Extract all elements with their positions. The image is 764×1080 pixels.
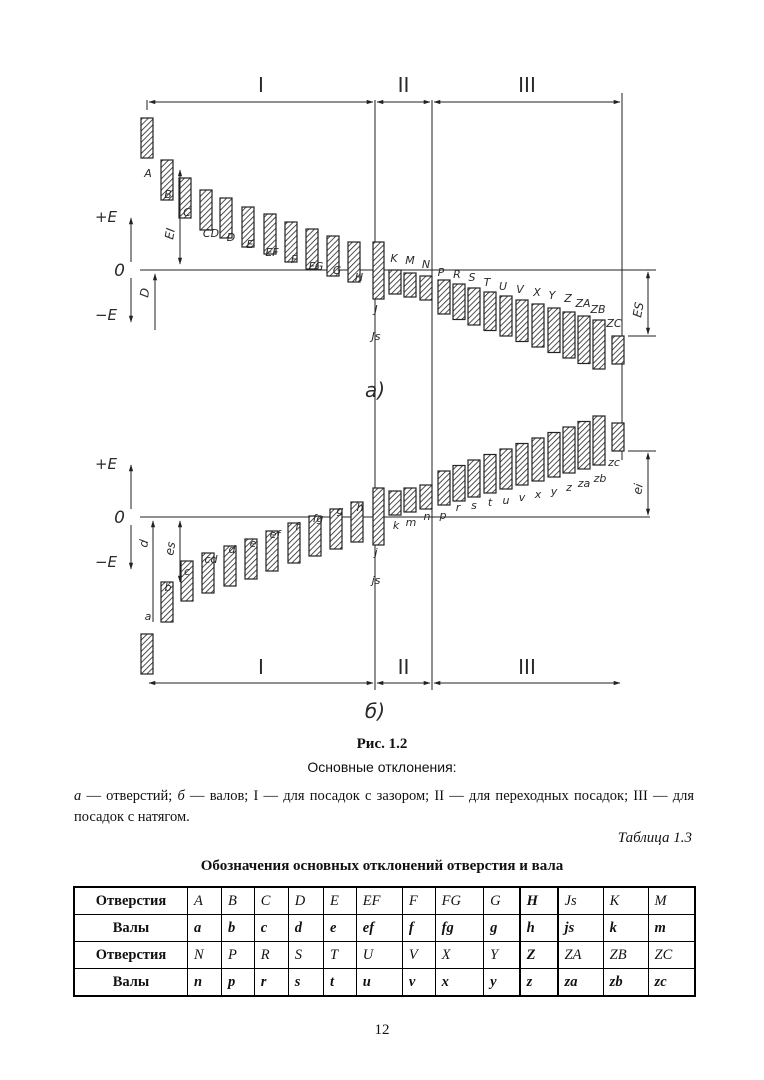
shaft-deviation-bar [578, 422, 590, 470]
shaft-letter-d: d [228, 543, 236, 556]
axis-minus-label: −E [94, 553, 117, 571]
hole-letter-EF: EF [265, 246, 279, 259]
hole-deviation-bar [438, 280, 450, 314]
figure-title: Рис. 1.2 [356, 736, 408, 752]
hole-deviation-bar [404, 273, 416, 297]
shaft-letter-p: p [439, 509, 447, 522]
table-cell: R [254, 942, 288, 969]
table-cell: T [324, 942, 357, 969]
table-cell: x [435, 969, 484, 997]
shaft-letter-y: y [550, 485, 558, 498]
figure-legend [74, 786, 694, 828]
shaft-deviation-bar [389, 491, 401, 515]
table-cell: fg [435, 915, 484, 942]
hole-letter-X: X [533, 286, 541, 299]
row-header: Отверстия [74, 887, 188, 915]
hole-letter-S: S [468, 271, 476, 284]
hole-deviation-bar [593, 320, 605, 369]
hole-letter-E: E [246, 238, 254, 251]
shaft-letter-t: t [487, 496, 493, 509]
shaft-deviation-bar [141, 634, 153, 674]
table-cell: m [648, 915, 695, 942]
table-cell: ef [356, 915, 402, 942]
table-cell: EF [356, 887, 402, 915]
hole-letter-Z: Z [564, 292, 572, 305]
zone-label-bottom: I [258, 655, 264, 679]
table-cell: u [356, 969, 402, 997]
table-cell: P [222, 942, 255, 969]
hole-letter-K: K [390, 252, 398, 265]
shaft-letter-zc: zc [608, 456, 620, 469]
hole-deviation-bar [484, 292, 496, 331]
table-cell: s [288, 969, 323, 997]
hole-letter-U: U [498, 280, 508, 293]
hole-deviation-bar [389, 270, 401, 294]
table-cell: C [254, 887, 288, 915]
shaft-letter-j: j [374, 546, 378, 559]
hole-letter-T: T [483, 276, 491, 289]
shaft-letter-a: a [144, 610, 152, 623]
hole-letter-F: F [290, 253, 298, 266]
shaft-letter-m: m [405, 516, 417, 529]
hole-letter-M: M [405, 254, 415, 267]
row-header: Отверстия [74, 942, 188, 969]
table-cell: FG [435, 887, 484, 915]
hole-letter-A: A [144, 167, 152, 180]
shaft-deviation-bar [420, 485, 432, 509]
shaft-letter-g: g [336, 504, 344, 517]
shaft-letter-u: u [502, 494, 510, 507]
hole-letter-N: N [421, 258, 431, 271]
table-cell: D [288, 887, 323, 915]
shaft-deviation-bar [500, 449, 512, 489]
shaft-letter-c: c [183, 565, 191, 578]
table-cell: js [558, 915, 604, 942]
shaft-deviation-bar [453, 466, 465, 502]
shaft-letter-za: za [577, 477, 591, 490]
shaft-deviation-bar [484, 455, 496, 494]
table-cell: g [484, 915, 520, 942]
table-cell: B [222, 887, 255, 915]
hole-deviation-bar [200, 190, 212, 230]
hole-letter-Js: Js [371, 330, 381, 343]
hole-letter-B: B [164, 188, 172, 201]
table-cell: t [324, 969, 357, 997]
axis-plus-label: +E [94, 208, 117, 226]
shaft-letter-ef: ef [269, 528, 281, 541]
hole-deviation-bar [548, 308, 560, 353]
hole-deviation-bar [373, 242, 384, 299]
table-cell: ZB [603, 942, 648, 969]
axis-plus-label: +E [94, 455, 117, 473]
shaft-letter-r: r [455, 501, 461, 514]
table-cell: V [402, 942, 435, 969]
ei-label: EI [162, 227, 178, 241]
table-cell: e [324, 915, 357, 942]
shaft-letter-zb: zb [593, 472, 607, 485]
shaft-deviation-bar [438, 471, 450, 505]
hole-letter-ZB: ZB [590, 303, 606, 316]
shaft-letter-js: js [371, 574, 381, 587]
table-title: Обозначения основных отклонений отверстия и вала [200, 858, 564, 874]
table-cell: n [188, 969, 222, 997]
hole-deviation-bar [468, 288, 480, 325]
table-cell: ZC [648, 942, 695, 969]
shaft-deviation-bar [404, 488, 416, 512]
es-label-b: es [162, 540, 179, 557]
hole-deviation-bar [578, 316, 590, 364]
page-number: 12 [374, 1022, 390, 1038]
zone-label-bottom: III [518, 655, 536, 679]
axis-zero-label: 0 [114, 261, 125, 281]
table-cell: r [254, 969, 288, 997]
table-cell: G [484, 887, 520, 915]
hole-letter-H: H [354, 271, 364, 284]
table-cell: p [222, 969, 255, 997]
d-label-a: D [137, 286, 153, 299]
zone-label-top: I [258, 73, 264, 97]
legend-a-text: — отверстий; [81, 788, 178, 804]
shaft-letter-fg: fg [312, 512, 324, 525]
hole-letter-D: D [226, 231, 236, 244]
axis-zero-label: 0 [114, 508, 125, 528]
table-cell: F [402, 887, 435, 915]
shaft-deviation-bar [548, 433, 560, 478]
legend-b-text: — валов; I — для посадок с зазором; II — для переходных посадок; III — для посадок с натягом. [74, 788, 694, 825]
hole-letter-CD: CD [202, 227, 220, 240]
hole-letter-G: G [332, 264, 342, 277]
shaft-deviation-bar [532, 438, 544, 481]
hole-deviation-bar [516, 300, 528, 342]
legend-b-label: б [177, 788, 185, 804]
hole-deviation-bar [532, 304, 544, 347]
shaft-letter-v: v [518, 491, 526, 504]
table-cell: b [222, 915, 255, 942]
table-cell: h [520, 915, 558, 942]
hole-letter-P: P [437, 266, 445, 279]
table-row [74, 915, 695, 942]
shaft-letter-h: h [356, 501, 364, 514]
figure-subtitle: Основные отклонения: [307, 759, 457, 775]
d-label-b: d [136, 538, 152, 549]
table-cell: K [603, 887, 648, 915]
panel-caption-b: б) [364, 699, 386, 723]
table-cell: A [188, 887, 222, 915]
table-cell: f [402, 915, 435, 942]
shaft-letter-z: z [566, 481, 572, 494]
hole-letter-Y: Y [548, 289, 556, 302]
shaft-letter-b: b [164, 581, 172, 594]
row-header: Валы [74, 969, 188, 997]
hole-letter-R: R [453, 268, 461, 281]
shaft-deviation-bar [516, 444, 528, 486]
table-cell: za [558, 969, 604, 997]
shaft-letter-k: k [392, 519, 400, 532]
table-row [74, 969, 695, 997]
zone-label-top: III [518, 73, 536, 97]
table-cell: k [603, 915, 648, 942]
hole-deviation-bar [453, 284, 465, 320]
hole-letter-ZA: ZA [575, 297, 591, 310]
shaft-letter-e: e [249, 537, 257, 550]
table-cell: c [254, 915, 288, 942]
table-cell: ZA [558, 942, 604, 969]
hole-deviation-bar [500, 296, 512, 336]
table-cell: N [188, 942, 222, 969]
hole-deviation-bar [563, 312, 575, 358]
table-cell: y [484, 969, 520, 997]
es-label-a: ES [630, 301, 647, 319]
table-cell: Z [520, 942, 558, 969]
hole-deviation-bar [420, 276, 432, 300]
zone-label-bottom: II [397, 655, 410, 679]
table-cell: a [188, 915, 222, 942]
table-cell: Y [484, 942, 520, 969]
shaft-deviation-bar [563, 427, 575, 473]
table-row [74, 887, 695, 915]
shaft-letter-n: n [423, 510, 431, 523]
hole-deviation-bar [141, 118, 153, 158]
table-cell: S [288, 942, 323, 969]
shaft-letter-f: f [295, 520, 299, 533]
zone-label-top: II [397, 73, 410, 97]
table-cell: Js [558, 887, 604, 915]
table-cell: d [288, 915, 323, 942]
table-cell: M [648, 887, 695, 915]
hole-letter-J: J [374, 303, 378, 316]
table-cell: H [520, 887, 558, 915]
hole-letter-FG: FG [308, 260, 324, 273]
table-cell: v [402, 969, 435, 997]
hole-letter-C: C [183, 206, 191, 219]
shaft-deviation-bar [612, 423, 624, 451]
shaft-letter-cd: cd [204, 553, 218, 566]
shaft-letter-s: s [471, 499, 477, 512]
hole-letter-V: V [516, 283, 524, 296]
ei-label-b: ei [630, 482, 646, 496]
hole-letter-ZC: ZC [606, 317, 622, 330]
shaft-deviation-bar [373, 488, 384, 545]
table-row [74, 942, 695, 969]
table-cell: z [520, 969, 558, 997]
table-cell: E [324, 887, 357, 915]
hole-deviation-bar [612, 336, 624, 364]
table-cell: X [435, 942, 484, 969]
row-header: Валы [74, 915, 188, 942]
shaft-deviation-bar [468, 460, 480, 497]
deviation-table [73, 886, 696, 997]
table-cell: zc [648, 969, 695, 997]
panel-caption-a: а) [364, 378, 386, 402]
table-cell: U [356, 942, 402, 969]
shaft-letter-x: x [534, 488, 542, 501]
axis-minus-label: −E [94, 306, 117, 324]
table-cell: zb [603, 969, 648, 997]
shaft-deviation-bar [593, 416, 605, 465]
legend-a-label: а [74, 788, 82, 804]
table-number: Таблица 1.3 [617, 830, 692, 846]
